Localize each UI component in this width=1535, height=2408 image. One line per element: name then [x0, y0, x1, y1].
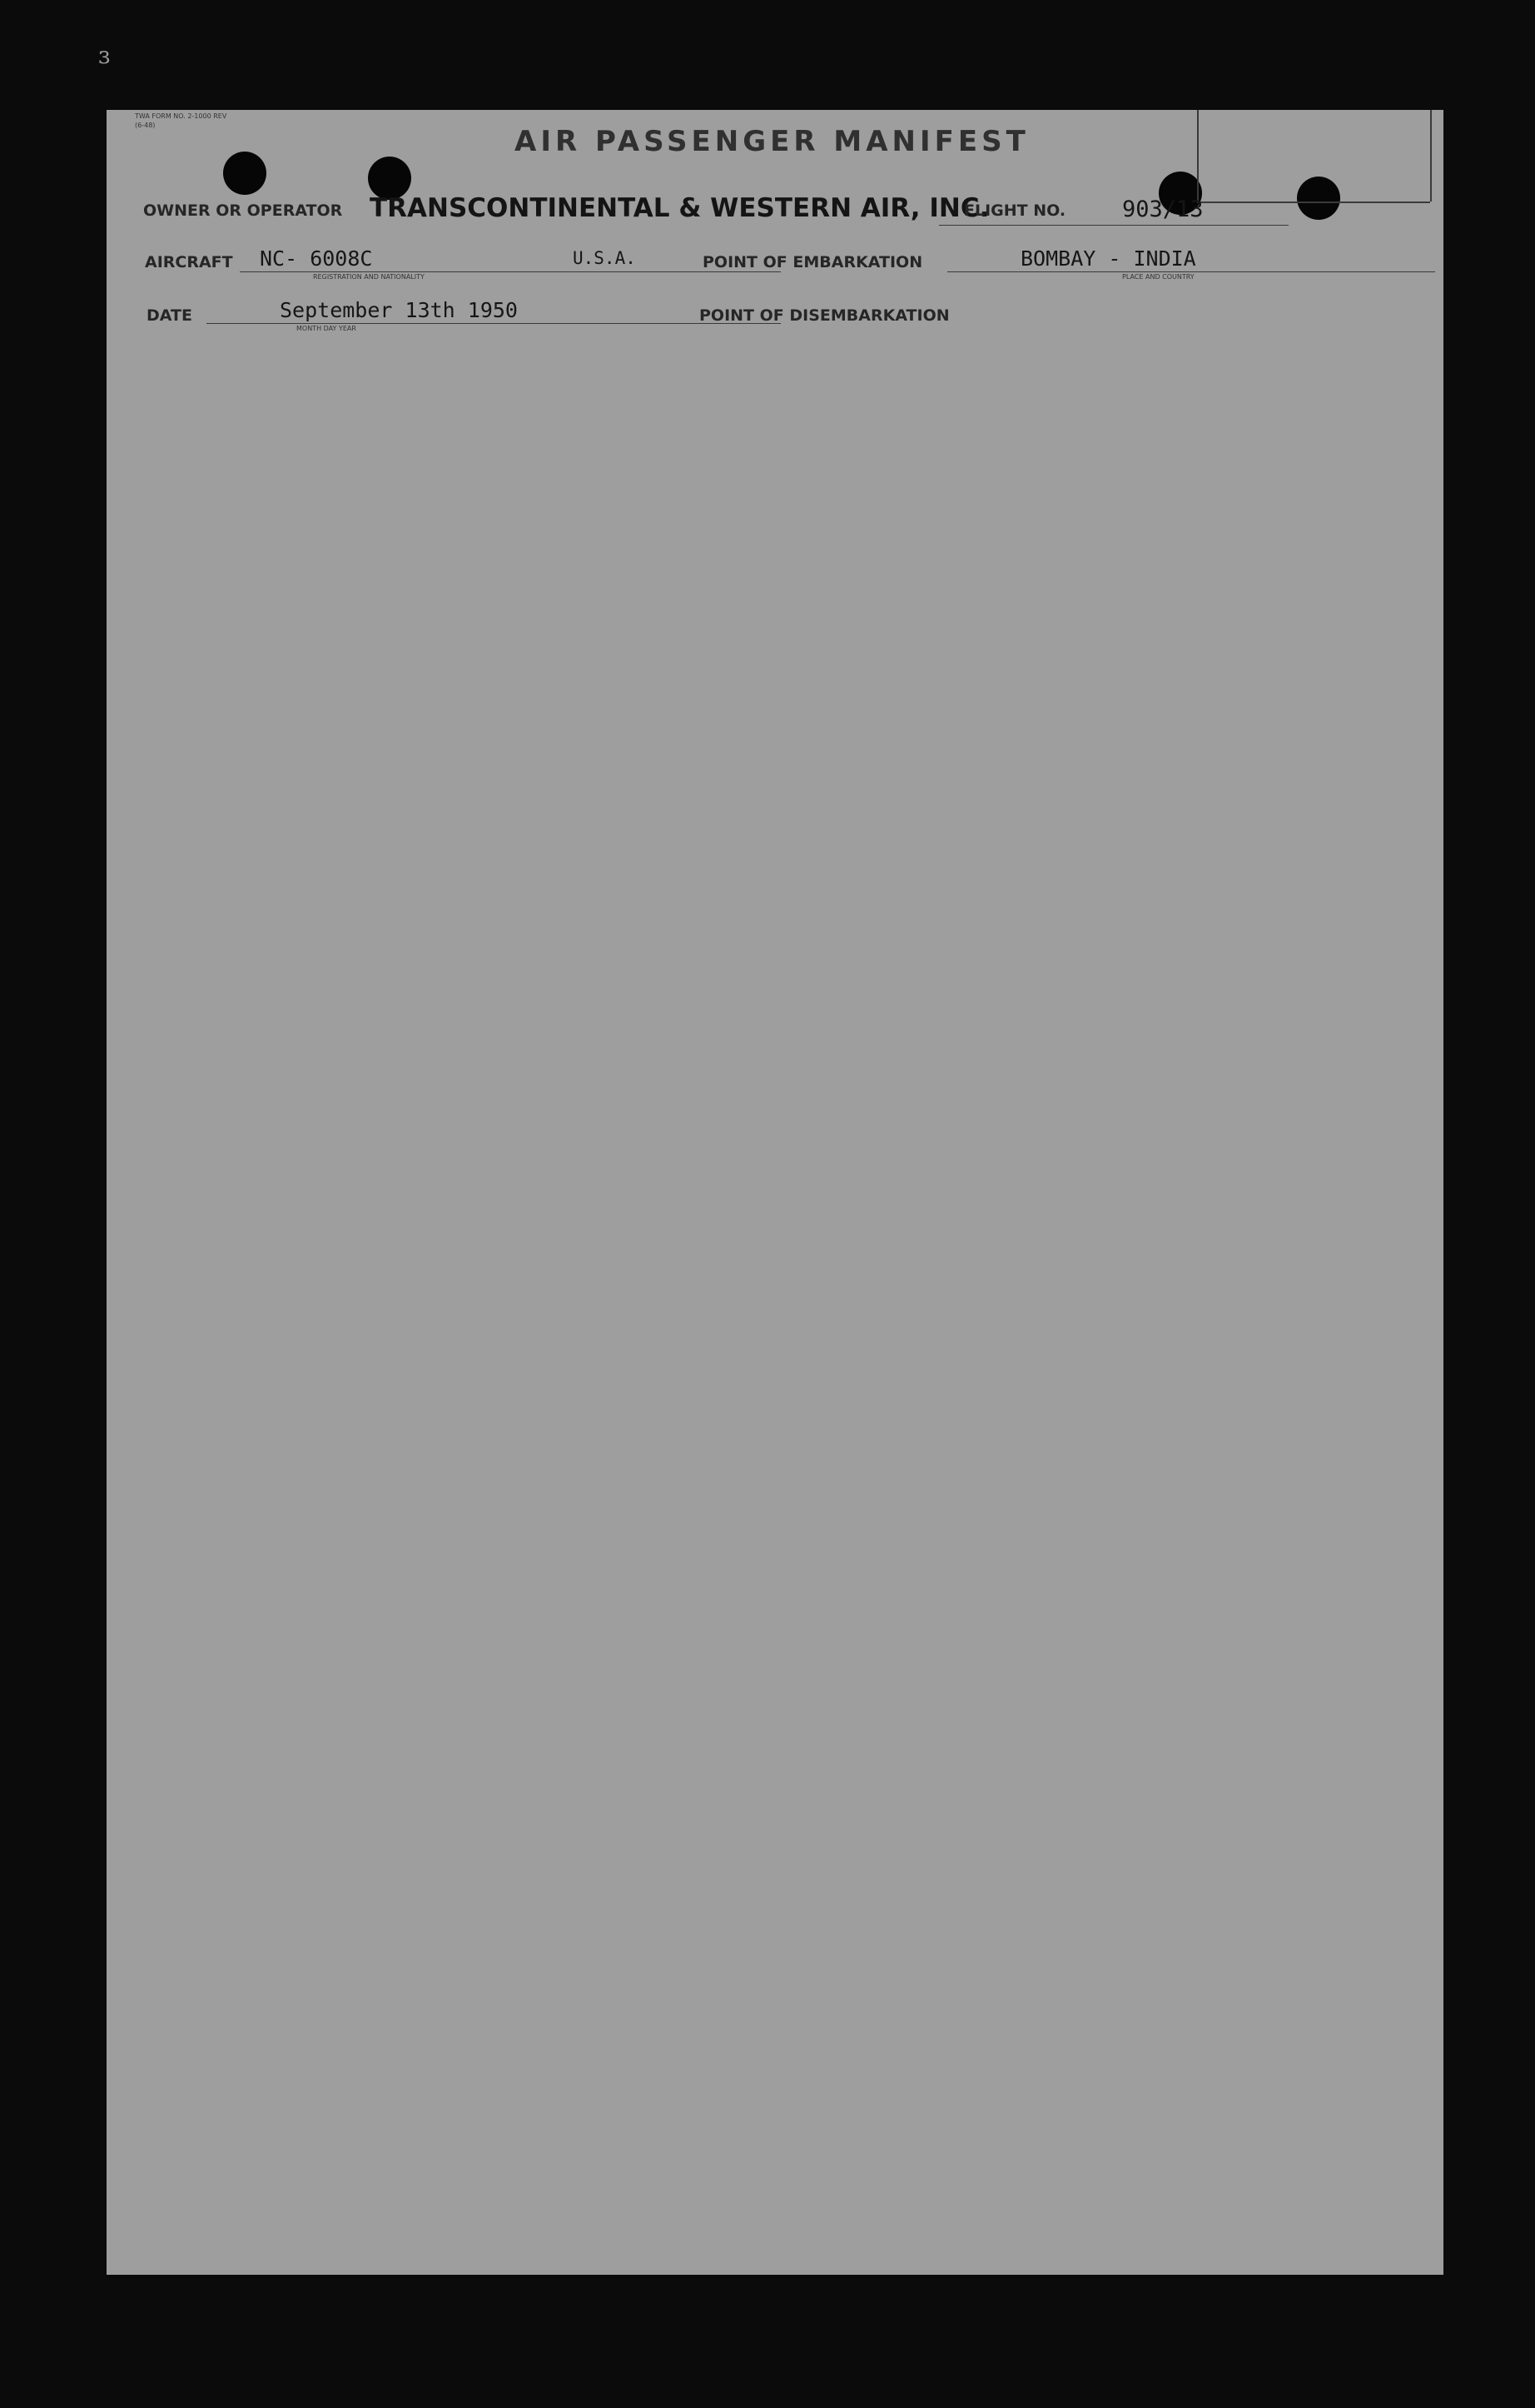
- form-code: TWA FORM NO. 2-1000 REV (6-48): [135, 112, 227, 129]
- corner-box-line: [1197, 110, 1199, 201]
- date-caption: MONTH DAY YEAR: [296, 325, 356, 332]
- page-title: AIR PASSENGER MANIFEST: [514, 125, 1030, 158]
- embarkation-caption: PLACE AND COUNTRY: [1122, 273, 1195, 281]
- aircraft-label: AIRCRAFT: [145, 253, 233, 271]
- aircraft-rule: [240, 271, 781, 272]
- owner-label: OWNER OR OPERATOR: [143, 201, 343, 220]
- punch-hole: [1297, 177, 1340, 220]
- date-value: September 13th 1950: [280, 298, 518, 322]
- manifest-sheet: [107, 110, 1443, 2275]
- corner-pencil-mark: ɜ: [98, 42, 111, 69]
- flight-rule: [939, 225, 1289, 226]
- flight-label: FLIGHT NO.: [964, 201, 1066, 220]
- punch-hole: [223, 152, 266, 195]
- embarkation-rule: [947, 271, 1435, 272]
- flight-value: 903/13: [1122, 197, 1204, 222]
- corner-box-line: [1430, 110, 1432, 201]
- date-rule: [206, 323, 781, 324]
- disembarkation-label: POINT OF DISEMBARKATION: [699, 306, 950, 325]
- date-label: DATE: [147, 306, 192, 325]
- aircraft-value: NC- 6008C: [260, 246, 373, 271]
- aircraft-caption: REGISTRATION AND NATIONALITY: [313, 273, 425, 281]
- embarkation-label: POINT OF EMBARKATION: [703, 253, 923, 271]
- corner-box-line: [1197, 201, 1430, 203]
- owner-value: TRANSCONTINENTAL & WESTERN AIR, INC.: [370, 193, 990, 223]
- aircraft-nationality: U.S.A.: [573, 248, 636, 268]
- embarkation-value: BOMBAY - INDIA: [1021, 246, 1196, 271]
